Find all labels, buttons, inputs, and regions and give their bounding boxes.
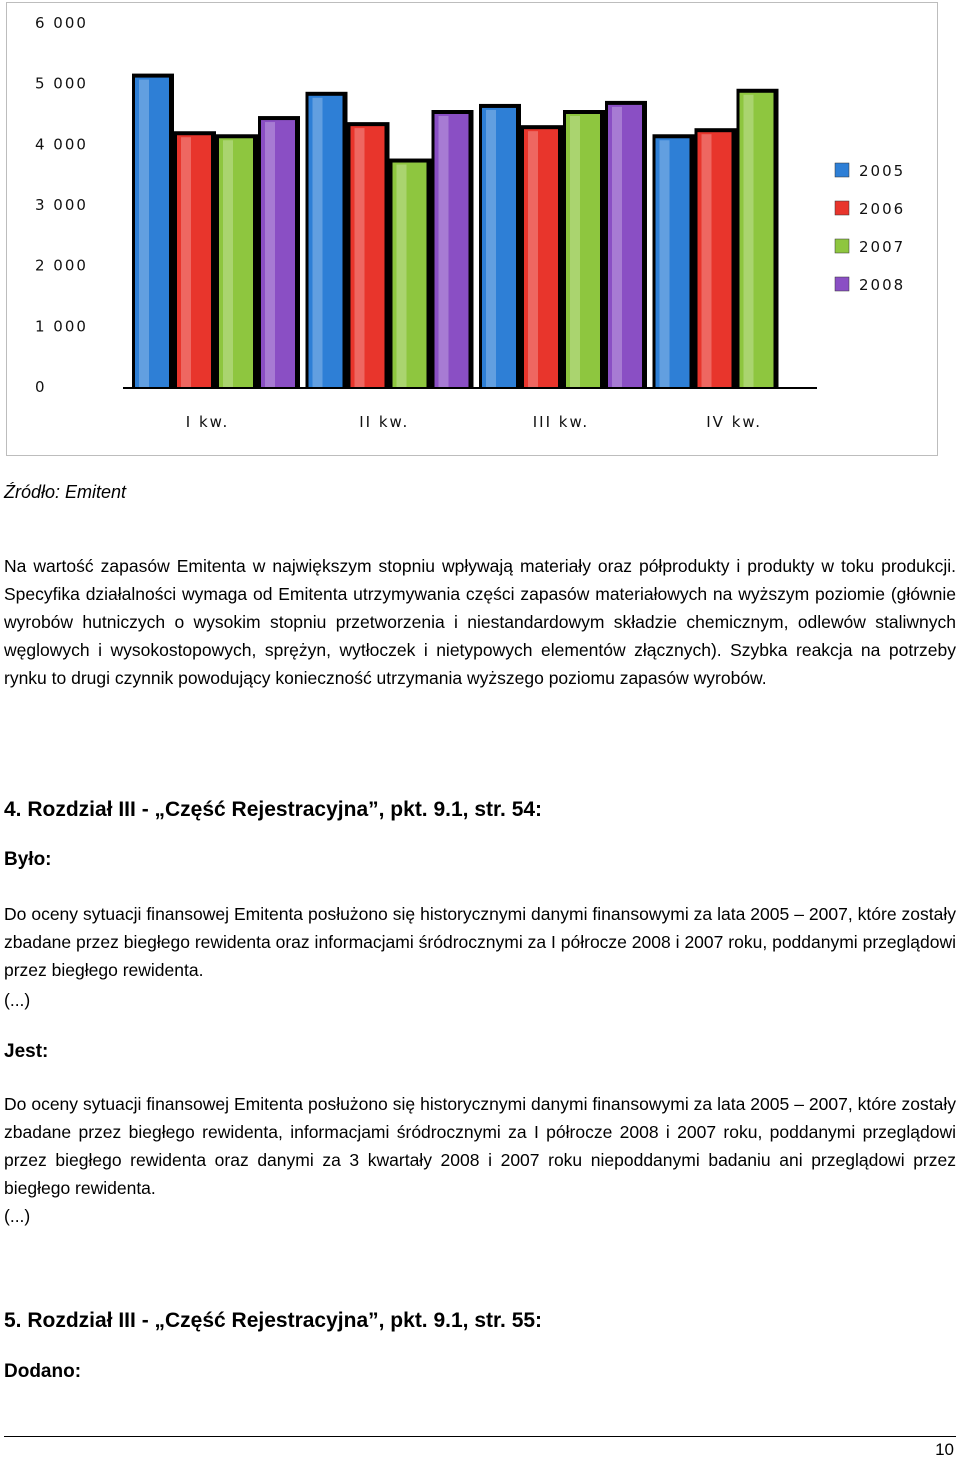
y-tick-label: 0 (35, 378, 47, 396)
bylo-paragraph: Do oceny sytuacji finansowej Emitenta posłużono się historycznymi danymi finansowymi za lata 2005 – 2007, które zostały zbadane przez biegłego rewidenta oraz informacjami śródrocznymi za I półrocze 2008 i 2007 roku, poddanymi przeglądowi przez biegłego rewidenta. (4, 904, 956, 980)
x-tick-label: II kw. (359, 413, 410, 431)
bylo-label: Było: (4, 849, 52, 870)
bar-highlight (570, 116, 580, 387)
y-tick-label: 5 000 (35, 74, 88, 93)
page-number: 10 (935, 1440, 954, 1459)
ellipsis-2: (...) (4, 1206, 31, 1226)
section-4-heading: 4. Rozdział III - „Część Rejestracyjna”, pkt. 9.1, str. 54: (4, 798, 543, 821)
legend-swatch-2007 (835, 239, 849, 253)
bar-highlight (397, 165, 407, 387)
source-caption: Źródło: Emitent (4, 482, 127, 502)
legend-swatch-2008 (835, 277, 849, 291)
y-tick-label: 2 000 (35, 256, 88, 275)
legend-label-2005: 2005 (859, 162, 906, 180)
bar-highlight (223, 140, 233, 387)
x-tick-label: III kw. (532, 413, 590, 431)
dodano-label: Dodano: (4, 1361, 82, 1382)
bar-highlight (612, 107, 622, 387)
y-tick-label: 1 000 (35, 317, 88, 336)
jest-paragraph: Do oceny sytuacji finansowej Emitenta posłużono się historycznymi danymi finansowymi za lata 2005 – 2007, które zostały zbadane przez biegłego rewidenta, informacjami śródrocznymi za I półrocze 2008 i 2007 roku, poddanymi przeglądowi przez biegłego rewidenta oraz danymi za 3 kwartały 2008 i 2007 roku niepoddanymi badaniu ani przeglądowi przez biegłego rewidenta. (4, 1094, 956, 1198)
section-5-heading: 5. Rozdział III - „Część Rejestracyjna”, pkt. 9.1, str. 55: (4, 1309, 543, 1332)
jest-label: Jest: (4, 1041, 49, 1062)
bar-highlight (265, 122, 275, 387)
legend-swatch-2006 (835, 201, 849, 215)
bar-highlight (486, 110, 496, 387)
bar-highlight (439, 116, 449, 387)
inventory-paragraph: Na wartość zapasów Emitenta w największym stopniu wpływają materiały oraz półprodukty i produkty w toku produkcji. Specyfika działalności wymaga od Emitenta utrzymywania części zapasów materiałowych na wyższym poziomie (głównie wyrobów hutniczych o wysokim stopniu przetworzenia i niestandardowym składzie chemicznym, odlewów staliwnych węglowych i wysokostopowych, sprężyn, wytłoczek i nietypowych elementów złącznych). Szybka reakcja na potrzeby rynku to drugi czynnik powodujący konieczność utrzymania wyższego poziomu zapasów wyrobów. (4, 556, 956, 688)
legend-label-2007: 2007 (859, 238, 906, 256)
x-tick-label: IV kw. (706, 413, 763, 431)
x-tick-label: I kw. (185, 413, 230, 431)
bar-highlight (313, 98, 323, 387)
bar-highlight (355, 128, 365, 387)
y-tick-label: 6 000 (35, 14, 88, 32)
chart-canvas (7, 3, 937, 455)
bar-highlight (660, 140, 670, 387)
bar-highlight (181, 137, 191, 387)
y-tick-label: 4 000 (35, 135, 88, 154)
ellipsis-1: (...) (4, 990, 31, 1010)
legend-swatch-2005 (835, 163, 849, 177)
legend-label-2008: 2008 (859, 276, 906, 294)
y-tick-label: 3 000 (35, 196, 88, 214)
bar-highlight (744, 95, 754, 387)
bar-highlight (139, 80, 149, 387)
bar-highlight (528, 131, 538, 387)
bar-highlight (702, 134, 712, 387)
legend-label-2006: 2006 (859, 200, 906, 218)
inventory-bar-chart (6, 2, 938, 456)
footer-divider (4, 1436, 956, 1437)
